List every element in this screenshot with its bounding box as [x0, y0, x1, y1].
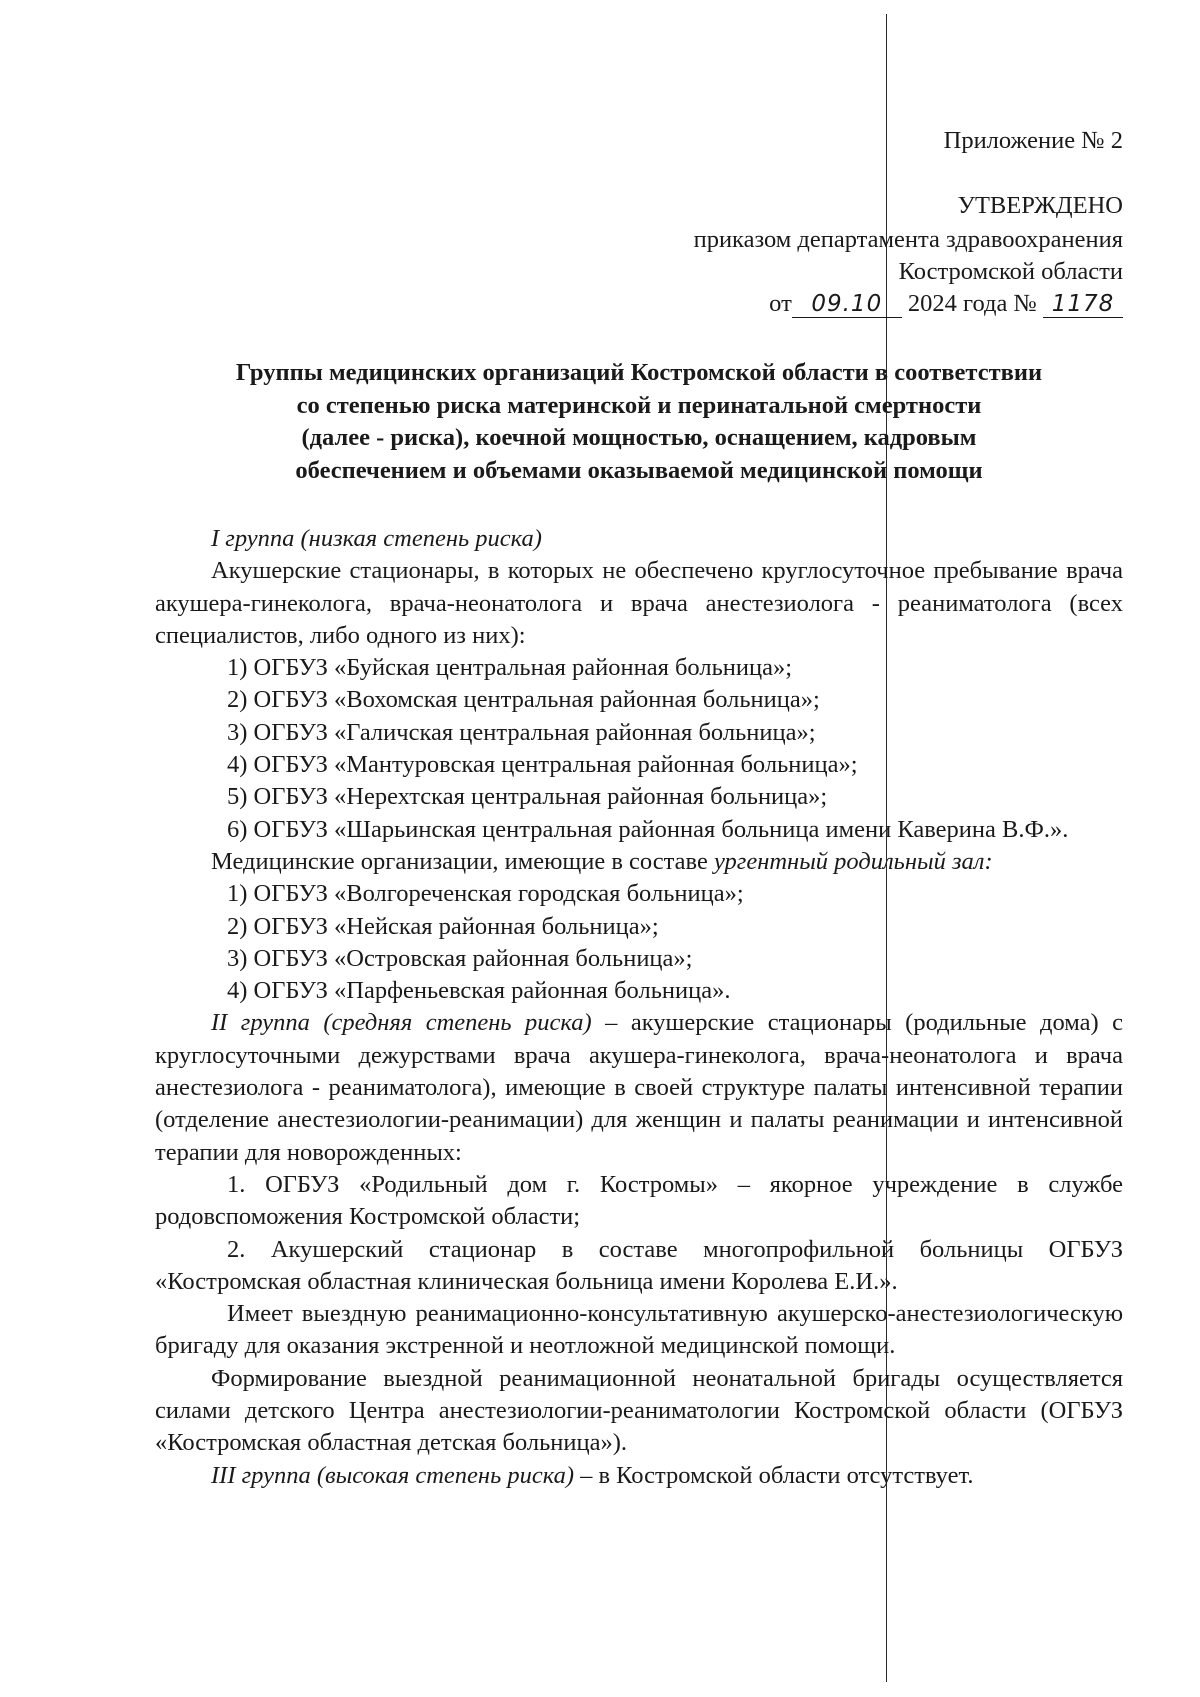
list-item: 1. ОГБУЗ «Родильный дом г. Костромы» – якорное учреждение в службе родовспоможения Костромской области; — [155, 1170, 1123, 1231]
group1-heading: I группа (низкая степень риска) — [211, 525, 542, 552]
group3-heading: III группа (высокая степень риска) — [211, 1461, 574, 1489]
urgent-intro: Медицинские организации, имеющие в составе ургентный родильный зал: — [211, 847, 993, 875]
list-item: 3) ОГБУЗ «Островская районная больница»; — [227, 944, 693, 972]
list-item: 2. Акушерский стационар в составе многопрофильной больницы ОГБУЗ «Костромская областная клиническая больница имени Королева Е.И.». — [155, 1235, 1123, 1295]
list-item: 5) ОГБУЗ «Нерехтская центральная районная больница»; — [227, 783, 828, 811]
date-year: 2024 года № — [907, 290, 1037, 317]
urgent-term: ургентный родильный зал: — [713, 847, 993, 875]
annex-label: Приложение № 2 — [943, 127, 1123, 154]
handwritten-order-number: 1178 — [1043, 291, 1123, 318]
date-prefix: от — [769, 290, 792, 317]
brigade-paragraph: Имеет выездную реанимационно-консультативную акушерско-анестезиологическую бригаду для оказания экстренной и неотложной медицинской помощи. — [155, 1300, 1123, 1360]
group2-heading: II группа (средняя степень риска) — [211, 1009, 592, 1037]
order-line-1: приказом департамента здравоохранения — [693, 226, 1123, 253]
handwritten-date: 09.10 — [792, 291, 902, 318]
approved-stamp-text: УТВЕРЖДЕНО — [957, 192, 1123, 219]
list-item: 1) ОГБУЗ «Волгореченская городская больница»; — [227, 880, 744, 908]
document-title — [155, 357, 1123, 487]
group1-intro: Акушерские стационары, в которых не обеспечено круглосуточное пребывание врача акушера-гинеколога, врача-неонатолога и врача анестезиолога - реаниматолога (всех специалистов, либо одного из них): — [155, 557, 1123, 649]
title-line-3: (далее - риска), коечной мощностью, оснащением, кадровым — [301, 424, 977, 451]
order-line-2: Костромской области — [898, 258, 1123, 285]
list-item: 2) ОГБУЗ «Нейская районная больница»; — [227, 912, 659, 940]
neonatal-paragraph: Формирование выездной реанимационной неонатальной бригады осуществляется силами детского Центра анестезиологии-реаниматологии Костромской области (ОГБУЗ «Костромская областная детская больница»). — [155, 1364, 1123, 1457]
title-line-4: обеспечением и объемами оказываемой медицинской помощи — [295, 456, 983, 484]
document-body — [155, 523, 1123, 1492]
group2-paragraph: II группа (средняя степень риска) – акушерские стационары (родильные дома) с круглосуточными дежурствами врача акушера-гинеколога, врача-неонатолога и врача анестезиолога - реаниматолога), имеющие в своей структуре палаты интенсивной терапии (отделение анестезиологии-реанимации) для женщин и палаты реанимации и интенсивной терапии для новорожденных: — [155, 1009, 1123, 1166]
list-item: 1) ОГБУЗ «Буйская центральная районная больница»; — [227, 654, 793, 682]
approval-order-block — [694, 224, 1123, 320]
order-date-line — [694, 288, 1123, 320]
list-item: 6) ОГБУЗ «Шарьинская центральная районная больница имени Каверина В.Ф.». — [227, 815, 1069, 843]
list-item: 4) ОГБУЗ «Парфеньевская районная больница». — [227, 977, 731, 1005]
list-item: 4) ОГБУЗ «Мантуровская центральная районная больница»; — [227, 751, 858, 779]
title-line-2: со степенью риска материнской и перинатальной смертности — [296, 391, 982, 419]
group3-paragraph: III группа (высокая степень риска) – в Костромской области отсутствует. — [211, 1461, 974, 1489]
title-line-1: Группы медицинских организаций Костромской области в соответствии — [235, 359, 1043, 386]
list-item: 2) ОГБУЗ «Вохомская центральная районная больница»; — [227, 686, 820, 714]
list-item: 3) ОГБУЗ «Галичская центральная районная больница»; — [227, 718, 816, 746]
